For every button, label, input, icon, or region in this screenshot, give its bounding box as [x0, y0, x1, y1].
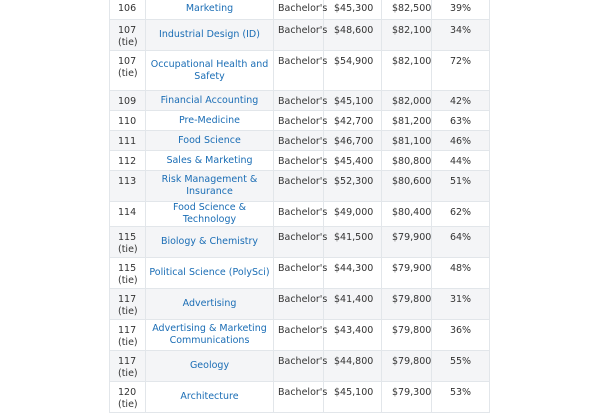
rank-cell	[110, 91, 146, 111]
table-row	[110, 202, 490, 227]
rank-cell	[110, 171, 146, 202]
table-row	[110, 111, 490, 131]
rank-cell	[110, 0, 146, 20]
mid-pay-cell: $82,100	[382, 51, 432, 91]
early-pay-cell: $52,300	[324, 171, 382, 202]
rank-cell	[110, 51, 146, 91]
rank-value: 117	[118, 356, 137, 367]
major-cell	[146, 0, 274, 20]
tie-label: (tie)	[118, 306, 138, 317]
early-pay-cell: $44,300	[324, 258, 382, 289]
major-cell	[146, 258, 274, 289]
rank-value: 112	[118, 156, 137, 167]
degree-cell: Bachelor's	[274, 382, 324, 413]
table-row	[110, 91, 490, 111]
mid-pay-cell: $80,800	[382, 151, 432, 171]
major-cell	[146, 151, 274, 171]
major-link[interactable]: Food Science & Technology	[172, 202, 247, 225]
rank-cell	[110, 227, 146, 258]
rank-cell	[110, 131, 146, 151]
major-link[interactable]: Advertising	[182, 298, 237, 309]
rank-value: 117	[118, 325, 137, 336]
early-pay-cell: $49,000	[324, 202, 382, 227]
major-link[interactable]: Marketing	[185, 2, 234, 14]
major-cell	[146, 289, 274, 320]
major-cell	[146, 320, 274, 351]
meaning-pct-cell: 42%	[432, 91, 490, 111]
meaning-pct-cell: 51%	[432, 171, 490, 202]
meaning-pct-cell: 48%	[432, 258, 490, 289]
tie-label: (tie)	[118, 337, 138, 348]
early-pay-cell: $54,900	[324, 51, 382, 91]
mid-pay-cell: $79,800	[382, 351, 432, 382]
degree-cell: Bachelor's	[274, 289, 324, 320]
early-pay-cell: $44,800	[324, 351, 382, 382]
mid-pay-cell: $82,100	[382, 20, 432, 51]
rank-cell	[110, 289, 146, 320]
major-link[interactable]: Risk Management & Insurance	[161, 174, 258, 197]
table-row	[110, 131, 490, 151]
major-cell	[146, 351, 274, 382]
major-link[interactable]: Food Science	[178, 134, 241, 146]
early-pay-cell: $41,500	[324, 227, 382, 258]
rank-cell	[110, 20, 146, 51]
rank-cell	[110, 351, 146, 382]
major-cell	[146, 20, 274, 51]
rank-value: 115	[118, 263, 137, 274]
major-link[interactable]: Architecture	[180, 391, 239, 402]
early-pay-cell: $45,100	[324, 91, 382, 111]
degree-cell: Bachelor's	[274, 351, 324, 382]
table-row	[110, 382, 490, 413]
tie-label: (tie)	[118, 368, 138, 379]
major-link[interactable]: Geology	[189, 360, 230, 371]
mid-pay-cell: $82,500	[382, 0, 432, 20]
rank-value: 107	[118, 56, 137, 67]
degree-cell: Bachelor's	[274, 0, 324, 20]
meaning-pct-cell: 36%	[432, 320, 490, 351]
table-row	[110, 227, 490, 258]
major-cell	[146, 111, 274, 131]
tie-label: (tie)	[118, 399, 138, 410]
mid-pay-cell: $79,800	[382, 320, 432, 351]
major-link[interactable]: Sales & Marketing	[166, 154, 253, 166]
rank-value: 110	[118, 116, 137, 127]
table-row	[110, 320, 490, 351]
tie-label: (tie)	[118, 244, 138, 255]
degree-cell: Bachelor's	[274, 51, 324, 91]
mid-pay-cell: $79,800	[382, 289, 432, 320]
table-row	[110, 289, 490, 320]
table-row	[110, 351, 490, 382]
early-pay-cell: $48,600	[324, 20, 382, 51]
rank-value: 113	[118, 176, 137, 187]
meaning-pct-cell: 63%	[432, 111, 490, 131]
salary-table	[109, 0, 490, 413]
degree-cell: Bachelor's	[274, 320, 324, 351]
mid-pay-cell: $82,000	[382, 91, 432, 111]
degree-cell: Bachelor's	[274, 20, 324, 51]
table-row	[110, 258, 490, 289]
major-link[interactable]: Biology & Chemistry	[160, 236, 259, 247]
degree-cell: Bachelor's	[274, 202, 324, 227]
degree-cell: Bachelor's	[274, 171, 324, 202]
rank-value: 117	[118, 294, 137, 305]
table-row	[110, 151, 490, 171]
rank-value: 115	[118, 232, 137, 243]
meaning-pct-cell: 31%	[432, 289, 490, 320]
table-body	[110, 0, 490, 413]
mid-pay-cell: $80,600	[382, 171, 432, 202]
rank-value: 109	[118, 96, 137, 107]
rank-cell	[110, 151, 146, 171]
tie-label: (tie)	[118, 68, 138, 79]
major-cell	[146, 131, 274, 151]
rank-cell	[110, 382, 146, 413]
rank-value: 114	[118, 207, 137, 218]
rank-value: 120	[118, 387, 137, 398]
rank-value: 107	[118, 25, 137, 36]
degree-cell: Bachelor's	[274, 131, 324, 151]
major-link[interactable]: Industrial Design (ID)	[159, 29, 260, 40]
degree-cell: Bachelor's	[274, 227, 324, 258]
mid-pay-cell: $79,300	[382, 382, 432, 413]
early-pay-cell: $42,700	[324, 111, 382, 131]
meaning-pct-cell: 34%	[432, 20, 490, 51]
meaning-pct-cell: 46%	[432, 131, 490, 151]
rank-cell	[110, 111, 146, 131]
major-cell	[146, 227, 274, 258]
degree-cell: Bachelor's	[274, 91, 324, 111]
degree-cell: Bachelor's	[274, 151, 324, 171]
rank-cell	[110, 202, 146, 227]
major-cell	[146, 382, 274, 413]
meaning-pct-cell: 55%	[432, 351, 490, 382]
mid-pay-cell: $79,900	[382, 227, 432, 258]
major-link[interactable]: Occupational Health and Safety	[150, 58, 269, 82]
major-link[interactable]: Advertising & Marketing Communications	[152, 323, 267, 346]
rank-value: 111	[118, 136, 137, 147]
major-link[interactable]: Financial Accounting	[160, 94, 259, 106]
early-pay-cell: $43,400	[324, 320, 382, 351]
meaning-pct-cell: 53%	[432, 382, 490, 413]
early-pay-cell: $46,700	[324, 131, 382, 151]
degree-cell: Bachelor's	[274, 258, 324, 289]
table-row	[110, 51, 490, 91]
table-row	[110, 0, 490, 20]
meaning-pct-cell: 72%	[432, 51, 490, 91]
major-link[interactable]: Political Science (PolySci)	[149, 267, 270, 278]
major-cell	[146, 202, 274, 227]
major-cell	[146, 51, 274, 91]
major-cell	[146, 91, 274, 111]
rank-value: 106	[118, 3, 137, 14]
major-link[interactable]: Pre-Medicine	[179, 114, 240, 126]
table-row	[110, 171, 490, 202]
tie-label: (tie)	[118, 275, 138, 286]
rank-cell	[110, 258, 146, 289]
degree-cell: Bachelor's	[274, 111, 324, 131]
mid-pay-cell: $81,100	[382, 131, 432, 151]
early-pay-cell: $45,100	[324, 382, 382, 413]
major-cell	[146, 171, 274, 202]
early-pay-cell: $45,300	[324, 0, 382, 20]
early-pay-cell: $41,400	[324, 289, 382, 320]
mid-pay-cell: $81,200	[382, 111, 432, 131]
table-row	[110, 20, 490, 51]
rank-cell	[110, 320, 146, 351]
meaning-pct-cell: 39%	[432, 0, 490, 20]
tie-label: (tie)	[118, 37, 138, 48]
mid-pay-cell: $79,900	[382, 258, 432, 289]
meaning-pct-cell: 64%	[432, 227, 490, 258]
mid-pay-cell: $80,400	[382, 202, 432, 227]
early-pay-cell: $45,400	[324, 151, 382, 171]
meaning-pct-cell: 44%	[432, 151, 490, 171]
meaning-pct-cell: 62%	[432, 202, 490, 227]
